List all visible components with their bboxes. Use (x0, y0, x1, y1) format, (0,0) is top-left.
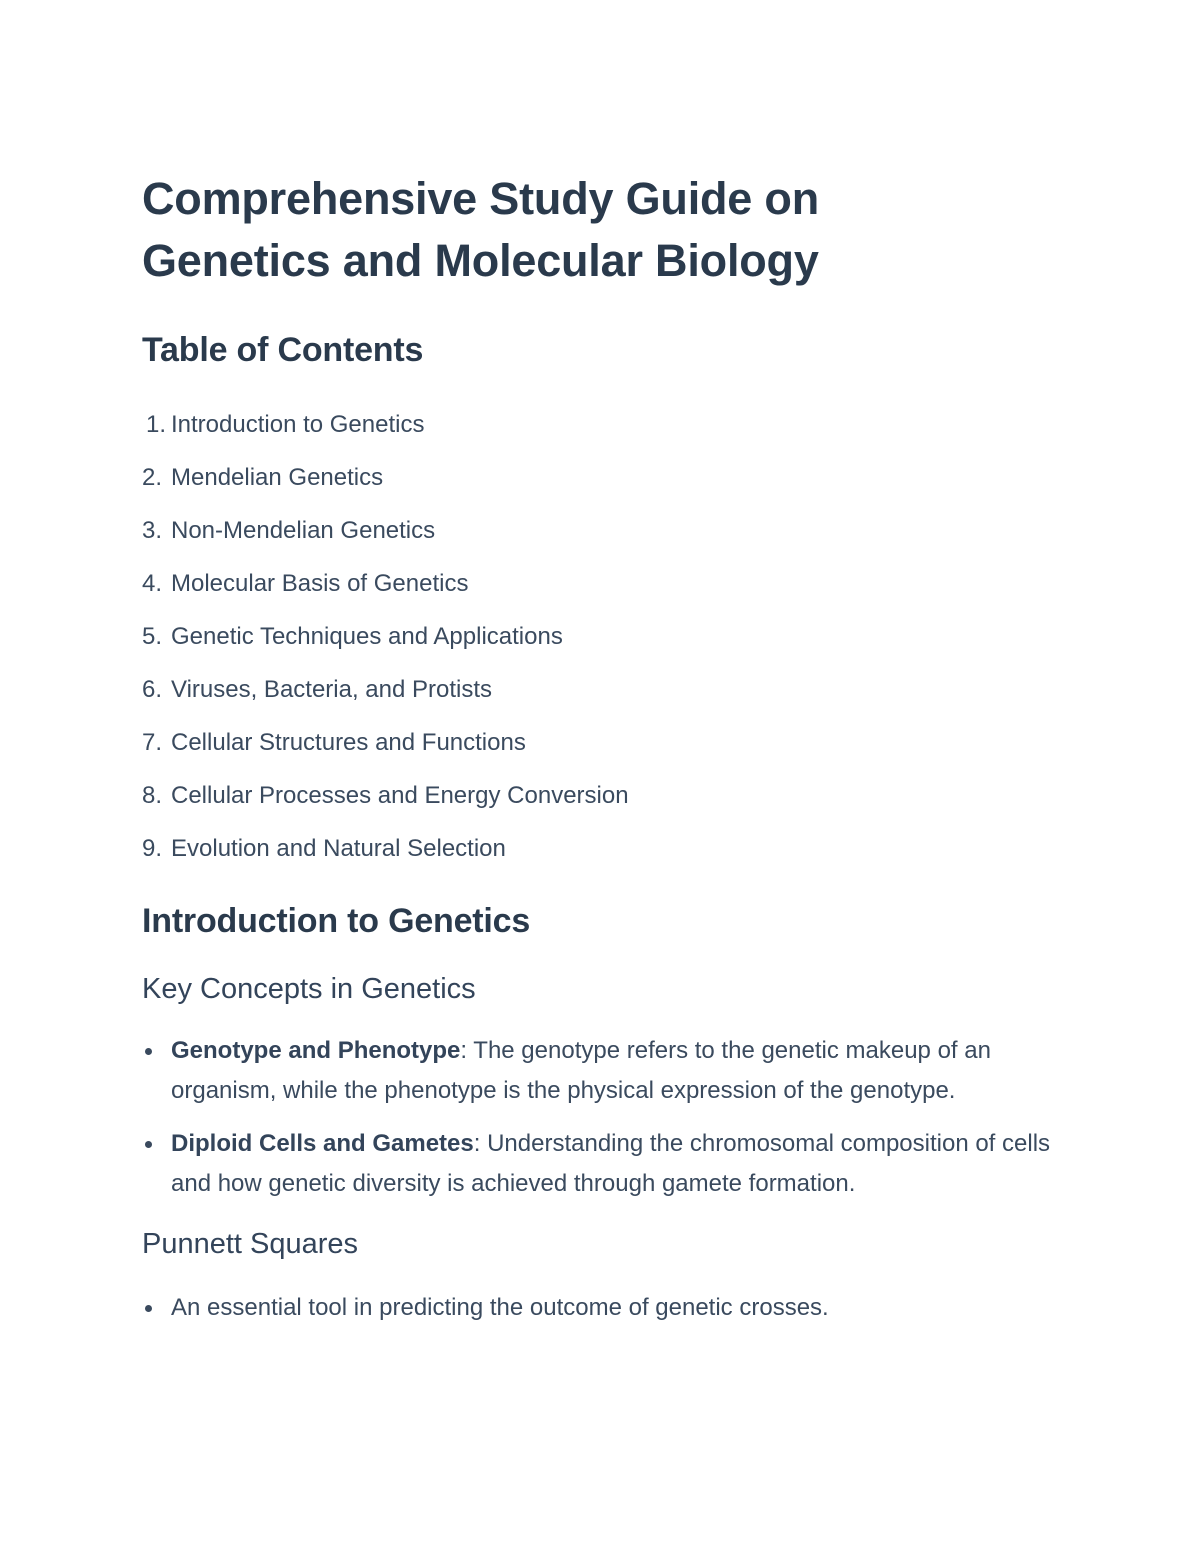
toc-item-number: 5. (142, 623, 163, 650)
toc-item-label: Introduction to Genetics (171, 411, 425, 438)
toc-heading: Table of Contents (142, 331, 424, 369)
toc-item-viruses-bacteria-protists (142, 663, 1062, 716)
toc-item-number: 6. (142, 676, 163, 703)
toc-item-number: 2. (142, 464, 163, 491)
toc-item-molecular-basis (142, 557, 1062, 610)
list-item (142, 1031, 1051, 1111)
intro-heading: Introduction to Genetics (142, 902, 531, 940)
toc-item-number: 1. (146, 411, 167, 438)
document-title-line-2: Genetics and Molecular Biology (142, 235, 819, 286)
list-item-text: : The genotype refers to the genetic makeup of an organism, while the phenotype is the physical expression of the genotype. (171, 1037, 991, 1104)
toc-item-label: Evolution and Natural Selection (171, 835, 506, 862)
list-item-text: : Understanding the chromosomal composition of cells and how genetic diversity is achieved through gamete formation. (171, 1130, 1051, 1197)
punnett-squares-heading: Punnett Squares (142, 1228, 359, 1260)
list-item (142, 1288, 1051, 1328)
toc-item-number: 4. (142, 570, 163, 597)
toc-item-mendelian-genetics (142, 451, 1062, 504)
toc-item-evolution (142, 822, 1062, 875)
toc-item-number: 8. (142, 782, 163, 809)
document-title (142, 168, 1062, 292)
toc-item-number: 7. (142, 729, 163, 756)
bullet-icon (145, 1141, 152, 1148)
toc-item-genetic-techniques (142, 610, 1062, 663)
toc-item-label: Non-Mendelian Genetics (171, 517, 436, 544)
list-item (142, 1124, 1051, 1204)
toc-item-cellular-processes (142, 769, 1062, 822)
list-item-term: Diploid Cells and Gametes (171, 1130, 474, 1157)
toc-item-label: Molecular Basis of Genetics (171, 570, 469, 597)
list-item-term: Genotype and Phenotype (171, 1037, 461, 1064)
bullet-icon (145, 1305, 152, 1312)
document-page (142, 168, 1062, 1341)
punnett-squares-list (142, 1288, 1062, 1328)
table-of-contents (142, 398, 1062, 875)
toc-item-label: Mendelian Genetics (171, 464, 384, 491)
toc-item-number: 3. (142, 517, 163, 544)
list-item-text: An essential tool in predicting the outcome of genetic crosses. (171, 1294, 829, 1321)
key-concepts-list (142, 1031, 1062, 1204)
toc-item-cellular-structures (142, 716, 1062, 769)
toc-item-non-mendelian-genetics (142, 504, 1062, 557)
toc-item-label: Viruses, Bacteria, and Protists (171, 676, 493, 703)
toc-item-label: Genetic Techniques and Applications (171, 623, 563, 650)
document-title-line-1: Comprehensive Study Guide on (142, 173, 820, 224)
toc-item-label: Cellular Processes and Energy Conversion (171, 782, 629, 809)
toc-item-introduction-to-genetics (142, 398, 1062, 451)
toc-item-label: Cellular Structures and Functions (171, 729, 526, 756)
toc-item-number: 9. (142, 835, 163, 862)
key-concepts-heading: Key Concepts in Genetics (142, 973, 476, 1005)
bullet-icon (145, 1048, 152, 1055)
